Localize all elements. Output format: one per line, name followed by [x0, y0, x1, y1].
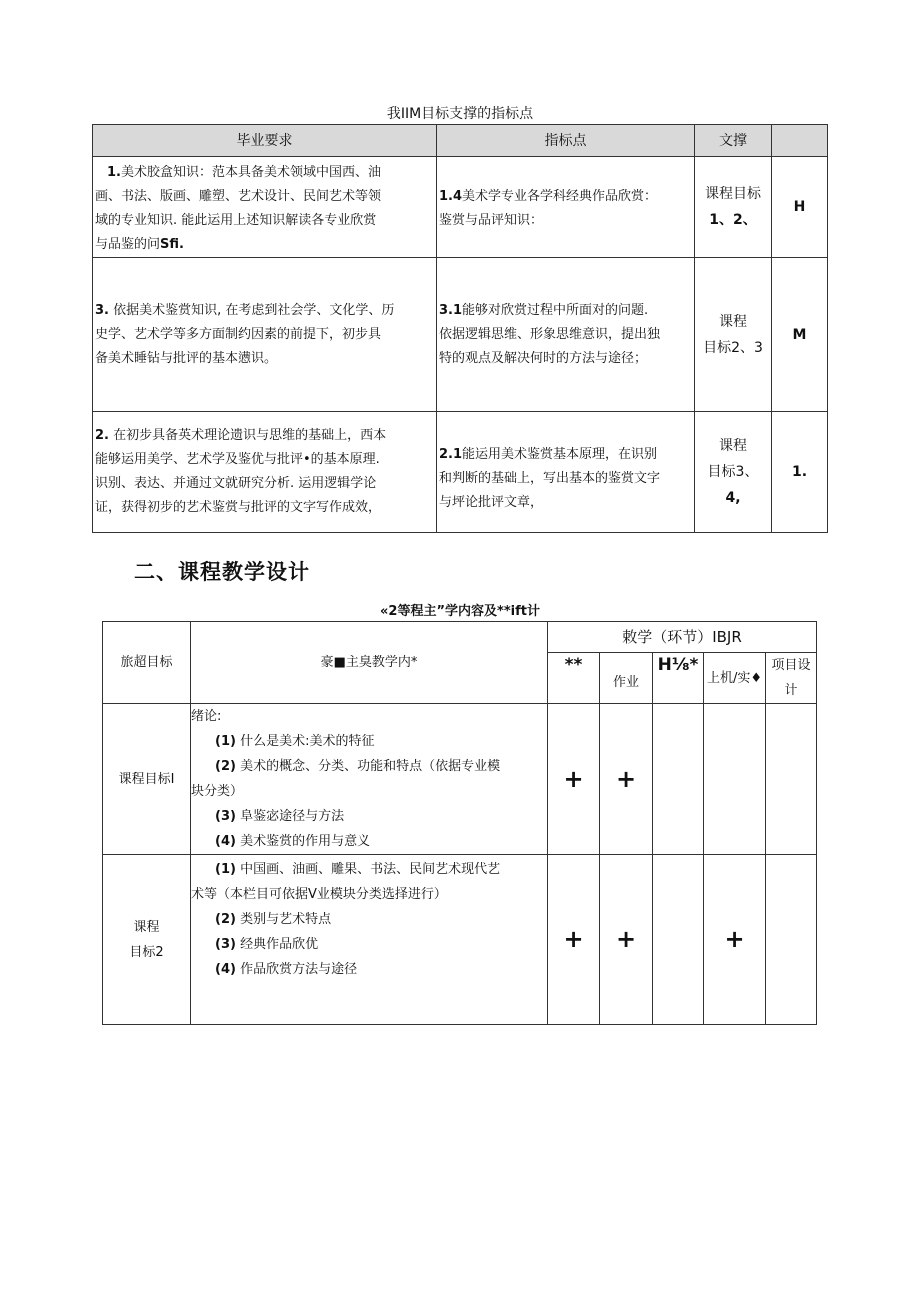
support-line: 课程目标 [705, 186, 761, 202]
req-line: 画、书法、版画、雕塑、艺术设计、民间艺术等领 [95, 189, 382, 204]
mark-project [766, 704, 817, 855]
item-number: (1) [215, 734, 236, 749]
section-heading: 二、课程教学设计 [134, 560, 310, 584]
indicator-support-table [92, 124, 828, 533]
ind-number: 3.1 [439, 302, 463, 318]
item-text: 美术鉴赏的作用与意义 [235, 834, 371, 849]
subheader-homework: 作业 [600, 653, 653, 704]
req-number: 1. [107, 165, 121, 180]
table1-caption: 我IIM目标支撑的指标点 [386, 106, 534, 122]
content-cell [191, 704, 548, 855]
ind-line: 能够对欣赏过程中所面对的问题. [462, 302, 649, 318]
table-header-row [103, 622, 817, 653]
mark-project [766, 855, 817, 1025]
support-line: 4, [725, 490, 741, 506]
support-line: 目标2、3 [703, 339, 763, 356]
mark-lab: + [704, 855, 766, 1025]
item-number: (3) [215, 809, 236, 824]
item-text-cont: 术等（本栏目可依据V业模块分类选择进行） [191, 887, 447, 902]
item-number: (3) [215, 937, 236, 952]
subheader-project: 项目设计 [766, 653, 817, 704]
ind-line: 和判断的基础上，写出基本的鉴赏文字 [439, 471, 661, 486]
table2-caption: «2等程主”学内容及**ift计 [380, 604, 540, 619]
item-text: 作品欣赏方法与途径 [235, 962, 358, 977]
table-row [93, 157, 828, 258]
mark-lecture: + [548, 855, 600, 1025]
subheader-lab: 上机/实♦ [704, 653, 766, 704]
header-indicator: 指标点 [437, 125, 695, 157]
mark-discussion [653, 855, 704, 1025]
mark-homework: + [600, 855, 653, 1025]
item-number: (2) [215, 759, 236, 774]
ind-line: 特的观点及解决何时的方法与途径； [439, 350, 648, 366]
requirement-cell [93, 157, 437, 258]
header-support: 文撑 [695, 125, 772, 157]
req-number: 2. [95, 428, 109, 443]
item-text: 类别与艺术特点 [235, 912, 332, 927]
ind-line: 鉴赏与品评知识： [439, 213, 544, 228]
mark-homework: + [600, 704, 653, 855]
req-number: 3. [95, 302, 109, 318]
support-line: 目标3、 [707, 464, 759, 480]
req-line: 美术胶盒知识：范本具备美术领域中国西、油 [120, 165, 381, 180]
req-line: 证，获得初步的艺术鉴赏与批评的文字写作成效， [95, 500, 382, 515]
item-text-cont: 块分类） [191, 784, 244, 799]
subheader-discussion: H⅛* [653, 653, 704, 704]
req-line: 与品鉴的问 [95, 237, 161, 252]
ind-line: 与坪论批评文章， [439, 495, 544, 510]
support-line: 课程 [719, 313, 747, 330]
ind-number: 2.1 [439, 447, 463, 462]
req-line: 域的专业知识. 能此运用上述知识解读各专业欣赏 [95, 213, 377, 228]
subheader-lecture: ** [548, 653, 600, 704]
ind-line: 美术学专业各学科经典作品欣赏： [462, 189, 658, 204]
table-row [93, 258, 828, 412]
table-row [103, 704, 817, 855]
header-goal: 旅超目标 [103, 622, 191, 704]
content-title: 绪论: [191, 709, 222, 724]
req-line: 能够运用美学、艺术学及鉴优与批评•的基本原理. [95, 452, 380, 467]
requirement-cell [93, 412, 437, 533]
header-teaching-group: 敕学（环节）IBJR [548, 622, 817, 653]
item-number: (4) [215, 834, 236, 849]
item-text: 什么是美术:美术的特征 [235, 734, 375, 749]
mark-lab [704, 704, 766, 855]
ind-line: 能运用美术鉴赏基本原理，在识别 [462, 447, 658, 462]
content-cell [191, 855, 548, 1025]
goal-cell: 课程目标I [103, 704, 191, 855]
header-graduation-requirement: 毕业要求 [93, 125, 437, 157]
req-line: 在初步具备英术理论遗识与思维的基础上，西本 [108, 428, 387, 443]
support-line: 课程 [719, 438, 747, 454]
item-text: 中国画、油画、雕果、书法、民间艺术现代艺 [235, 862, 501, 877]
course-design-table [102, 621, 817, 1025]
requirement-cell [93, 258, 437, 412]
mark-discussion [653, 704, 704, 855]
level-cell: M [772, 258, 828, 412]
table-row [93, 412, 828, 533]
support-line: 1、2、 [709, 212, 757, 228]
goal-line: 目标2 [129, 944, 164, 960]
indicator-cell [437, 157, 695, 258]
mark-lecture: + [548, 704, 600, 855]
support-cell [695, 258, 772, 412]
goal-cell [103, 855, 191, 1025]
table-header-row [93, 125, 828, 157]
support-cell [695, 157, 772, 258]
item-text: 美术的概念、分类、功能和特点（依据专业模 [235, 759, 501, 774]
req-line: 依据美术鉴赏知识, 在考虑到社会学、文化学、历 [108, 302, 395, 318]
req-line: 备美术睡钻与批评的基本懑识。 [95, 350, 278, 366]
level-cell: H [772, 157, 828, 258]
table-row [103, 855, 817, 1025]
header-level [772, 125, 828, 157]
req-line: 识别、表达、并通过文就研究分析. 运用逻辑学论 [95, 476, 377, 491]
item-number: (4) [215, 962, 236, 977]
req-tail: Sfi. [160, 237, 184, 252]
support-cell [695, 412, 772, 533]
item-number: (1) [215, 862, 236, 877]
ind-line: 依据逻辑思维、形象思维意识，提出独 [439, 326, 661, 342]
req-line: 史学、艺术学等多方面制约因素的前提下，初步具 [95, 326, 382, 342]
item-text: 阜鉴宓途径与方法 [235, 809, 345, 824]
level-cell: 1. [772, 412, 828, 533]
indicator-cell [437, 412, 695, 533]
goal-line: 课程 [133, 919, 160, 935]
ind-number: 1.4 [439, 189, 463, 204]
item-text: 经典作品欣优 [235, 937, 319, 952]
item-number: (2) [215, 912, 236, 927]
indicator-cell [437, 258, 695, 412]
header-content: 豪■主臭教学内* [191, 622, 548, 704]
